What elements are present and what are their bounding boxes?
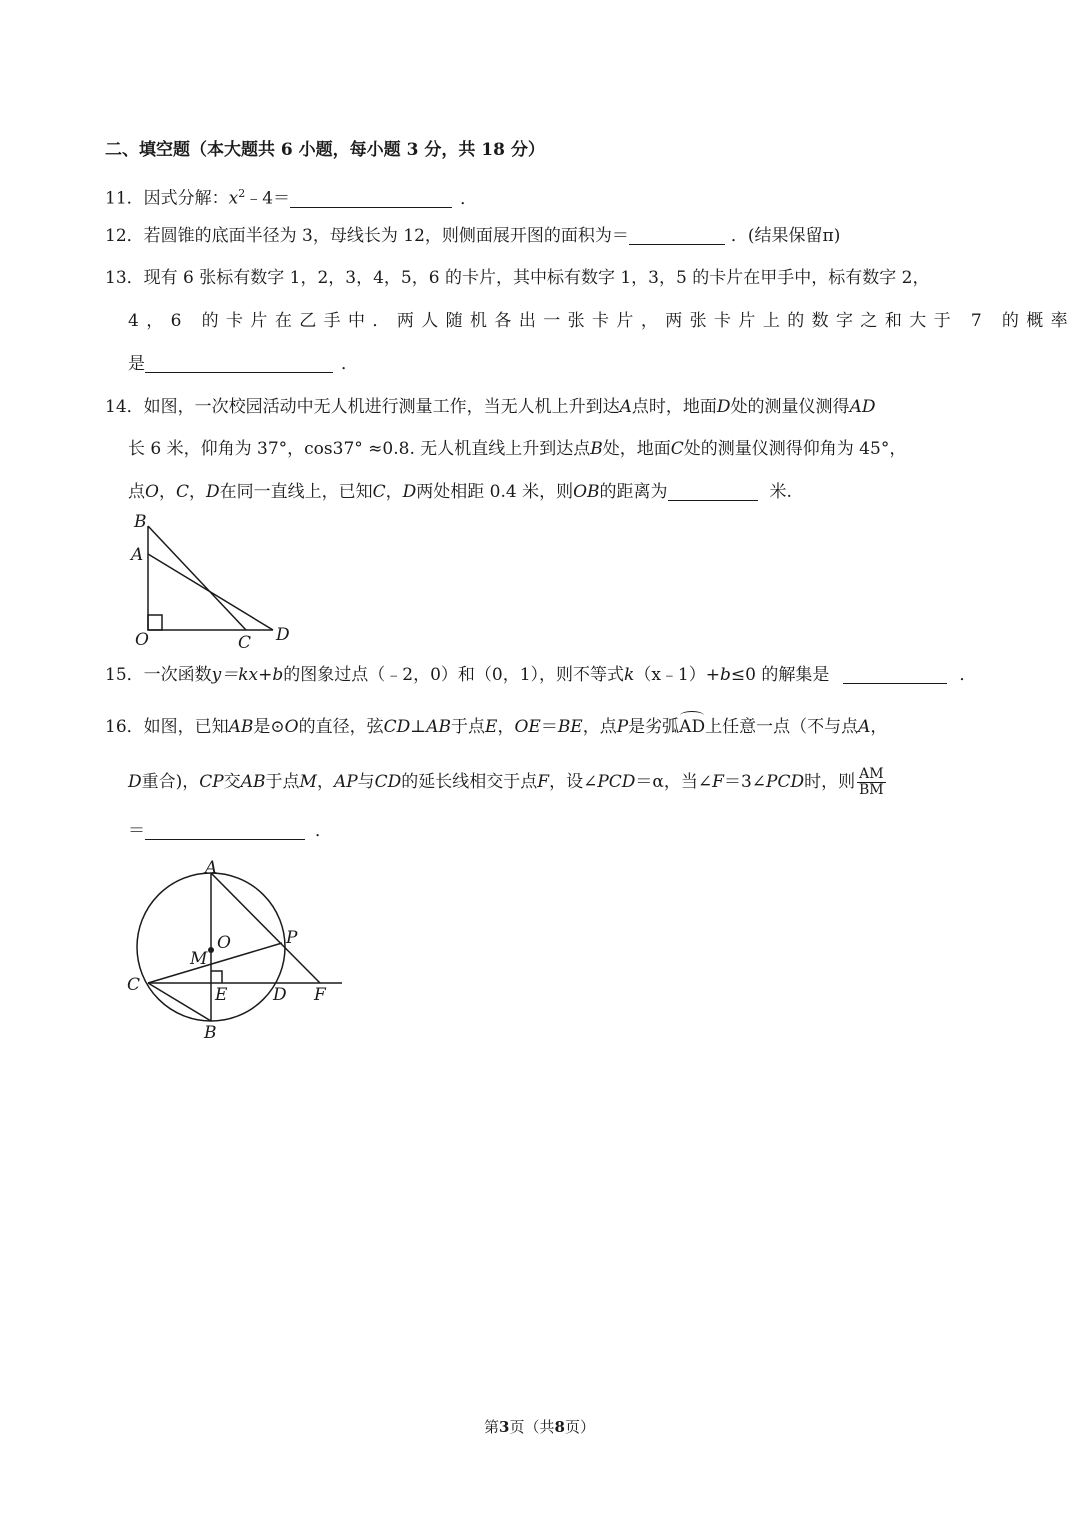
q14-end: 米. bbox=[769, 482, 792, 502]
q11-exp: 2 bbox=[238, 187, 246, 200]
q11-number: 11． bbox=[105, 188, 144, 209]
q14-answer-blank[interactable] bbox=[668, 482, 758, 501]
q16-text: 的延长线相交于点 bbox=[401, 772, 538, 792]
q16-point-e: E bbox=[485, 717, 498, 737]
q16-angle-pcd: PCD bbox=[597, 772, 636, 792]
q15-text: ≤0 的解集是 bbox=[730, 665, 830, 685]
q11-end: ． bbox=[460, 188, 478, 209]
q16-point-m: M bbox=[299, 772, 317, 792]
q16-segment-cd: CD bbox=[374, 772, 402, 792]
q14-sep: ， bbox=[188, 482, 206, 502]
q16-text: ＝ bbox=[128, 821, 145, 841]
q15-end: ． bbox=[959, 665, 977, 685]
question-13-line2 bbox=[128, 310, 1076, 332]
q14-segment-ad: AD bbox=[849, 397, 876, 417]
question-13-line1 bbox=[105, 267, 929, 289]
q14-text: 如图，一次校园活动中无人机进行测量工作，当无人机上升到达 bbox=[143, 397, 620, 417]
q15-k: k bbox=[624, 665, 635, 685]
q14-sep: ， bbox=[158, 482, 176, 502]
q16-text: ， bbox=[870, 717, 888, 737]
q16-text: ＝α，当∠ bbox=[635, 772, 713, 792]
q12-text: 若圆锥的底面半径为 3，母线长为 12，则侧面展开图的面积为＝ bbox=[143, 226, 629, 246]
q16-segment-be: BE bbox=[557, 717, 583, 737]
q16-text: 与 bbox=[357, 772, 375, 792]
q14-text: 处，地面 bbox=[602, 439, 671, 459]
fig14-label-b: B bbox=[134, 512, 147, 532]
q12-end: ．(结果保留π) bbox=[730, 226, 841, 246]
q16-text: ，点 bbox=[582, 717, 617, 737]
fig16-label-p: P bbox=[286, 928, 298, 948]
question-13-line3 bbox=[128, 353, 358, 375]
q13-number: 13． bbox=[105, 268, 144, 288]
q16-number: 16． bbox=[105, 717, 144, 737]
q15-number: 15． bbox=[105, 665, 144, 685]
q13-line1: 现有 6 张标有数字 1，2，3，4，5，6 的卡片，其中标有数字 1，3，5 的卡片在甲手中，标有数字 2， bbox=[143, 268, 930, 288]
question-16-line1 bbox=[105, 716, 887, 738]
q15-text: 一次函数 bbox=[143, 665, 212, 685]
footer-total-pages: 8 bbox=[554, 1418, 565, 1436]
q16-text: ＝ bbox=[540, 717, 558, 737]
q15-b: b bbox=[720, 665, 731, 685]
q14-text: 处的测量仪测得 bbox=[730, 397, 850, 417]
q13-answer-blank[interactable] bbox=[145, 354, 333, 373]
q14-point-b: B bbox=[590, 439, 603, 459]
q15-text: 的图象过点（﹣2，0）和（0，1），则不等式 bbox=[283, 665, 625, 685]
q16-segment-cp: CP bbox=[199, 772, 224, 792]
q16-text: 是⊙ bbox=[253, 717, 285, 737]
q14-text: 长 6 米，仰角为 37°，cos37° ≈0.8. 无人机直线上升到达点 bbox=[128, 439, 591, 459]
q14-text: 在同一直线上，已知 bbox=[219, 482, 373, 502]
q14-sep: ， bbox=[385, 482, 403, 502]
fig16-label-e: E bbox=[215, 985, 228, 1005]
q16-angle-pcd: PCD bbox=[766, 772, 805, 792]
q16-text: ， bbox=[497, 717, 515, 737]
question-14-line3 bbox=[128, 481, 792, 503]
q11-var: x bbox=[228, 188, 239, 209]
q16-text: ，设∠ bbox=[549, 772, 598, 792]
q16-text: 的直径，弦 bbox=[298, 717, 384, 737]
q16-arc-ad: AD bbox=[679, 717, 706, 737]
question-12 bbox=[105, 225, 840, 247]
q16-text: 于点 bbox=[451, 717, 486, 737]
q12-answer-blank[interactable] bbox=[629, 226, 725, 245]
q16-segment-oe: OE bbox=[514, 717, 541, 737]
q16-text: 于点 bbox=[265, 772, 300, 792]
q14-text: 两处相距 0.4 米，则 bbox=[416, 482, 574, 502]
q16-point-o: O bbox=[284, 717, 299, 737]
q16-text: 如图，已知 bbox=[143, 717, 229, 737]
q14-text: 点 bbox=[128, 482, 145, 502]
q16-text: 是劣弧 bbox=[628, 717, 680, 737]
figure-14-right-triangles bbox=[128, 508, 298, 650]
q16-fraction-denominator: BM bbox=[859, 782, 884, 798]
fig16-label-a: A bbox=[205, 858, 218, 878]
q11-answer-blank[interactable] bbox=[290, 189, 452, 208]
q16-end: ． bbox=[315, 821, 332, 841]
q16-point-d: D bbox=[128, 772, 142, 792]
fig16-right-angle-mark bbox=[211, 971, 222, 983]
fig14-label-d: D bbox=[276, 625, 290, 645]
q16-point-p: P bbox=[616, 717, 629, 737]
q16-segment-ab: AB bbox=[240, 772, 266, 792]
q15-answer-blank[interactable] bbox=[843, 665, 947, 684]
q16-answer-blank[interactable] bbox=[145, 821, 305, 840]
fig14-label-a: A bbox=[131, 545, 144, 565]
q14-point-o: O bbox=[145, 482, 159, 502]
q14-segment-ob: OB bbox=[573, 482, 600, 502]
fig16-label-d: D bbox=[273, 985, 287, 1005]
question-11 bbox=[105, 183, 477, 210]
q14-text: 的距离为 bbox=[599, 482, 668, 502]
q14-point-d: D bbox=[402, 482, 417, 502]
q16-segment-ap: AP bbox=[333, 772, 358, 792]
q16-text: 交 bbox=[223, 772, 241, 792]
fig16-label-m: M bbox=[190, 949, 208, 969]
footer-page-number: 3 bbox=[499, 1418, 510, 1436]
fig16-line-af bbox=[211, 873, 320, 983]
footer-text: 第 bbox=[484, 1418, 500, 1436]
q14-text: 处的测量仪测得仰角为 45°， bbox=[683, 439, 907, 459]
fig16-segment-cb bbox=[148, 983, 211, 1021]
q11-rest: ﹣4＝ bbox=[245, 188, 291, 209]
question-16-line2 bbox=[128, 767, 886, 798]
question-14-line1 bbox=[105, 396, 875, 418]
fig16-label-f: F bbox=[314, 985, 326, 1005]
page-footer bbox=[0, 1416, 1079, 1437]
q16-text: 时，则 bbox=[804, 772, 856, 792]
fig14-label-c: C bbox=[238, 633, 252, 650]
q16-point-f: F bbox=[537, 772, 550, 792]
footer-text: 页） bbox=[564, 1418, 595, 1436]
question-14-line2 bbox=[128, 438, 906, 460]
q14-text: 点时，地面 bbox=[631, 397, 717, 417]
fig16-segment-cp bbox=[148, 943, 282, 983]
q13-line2: 4，6 的卡片在乙手中．两人随机各出一张卡片，两张卡片上的数字之和大于 7 的概率 bbox=[128, 311, 1076, 331]
q16-segment-cd: CD bbox=[383, 717, 411, 737]
q16-segment-ab: AB bbox=[228, 717, 254, 737]
fig14-right-angle-mark bbox=[148, 615, 162, 630]
q14-point-c: C bbox=[372, 482, 386, 502]
question-16-line3 bbox=[128, 820, 332, 842]
q14-number: 14． bbox=[105, 397, 144, 417]
q16-point-f: F bbox=[712, 772, 724, 792]
q16-segment-ab: AB bbox=[426, 717, 452, 737]
question-15 bbox=[105, 664, 976, 686]
q16-text: ⊥ bbox=[410, 717, 427, 737]
q16-fraction bbox=[857, 767, 885, 798]
q11-text: 因式分解： bbox=[143, 188, 229, 209]
q13-end: ． bbox=[341, 354, 358, 374]
q14-point-a: A bbox=[619, 397, 632, 417]
q16-text: 重合)， bbox=[141, 772, 200, 792]
figure-16-circle bbox=[122, 855, 352, 1045]
fig16-label-o: O bbox=[217, 933, 231, 953]
section-heading: 二、填空题（本大题共 6 小题，每小题 3 分，共 18 分） bbox=[105, 140, 545, 160]
fig16-label-c: C bbox=[127, 975, 141, 995]
q16-fraction-numerator: AM bbox=[859, 766, 884, 782]
q16-text: ＝3∠ bbox=[723, 772, 767, 792]
q15-function: y＝kx+b bbox=[211, 665, 284, 685]
footer-text: 页（共 bbox=[509, 1418, 555, 1436]
q14-point-c: C bbox=[175, 482, 189, 502]
q16-text: ， bbox=[316, 772, 334, 792]
fig14-segment-ad bbox=[148, 554, 273, 630]
q16-point-a: A bbox=[858, 717, 871, 737]
q13-line3: 是 bbox=[128, 354, 145, 374]
fig14-label-o: O bbox=[135, 630, 149, 650]
q14-point-c: C bbox=[670, 439, 684, 459]
q16-text: 上任意一点（不与点 bbox=[705, 717, 859, 737]
fig16-label-b: B bbox=[204, 1023, 217, 1043]
q14-point-d: D bbox=[716, 397, 731, 417]
fig16-center-dot bbox=[208, 947, 214, 953]
q14-point-d: D bbox=[205, 482, 220, 502]
q12-number: 12． bbox=[105, 226, 144, 246]
q15-inequality: （x﹣1）+ bbox=[634, 665, 720, 685]
